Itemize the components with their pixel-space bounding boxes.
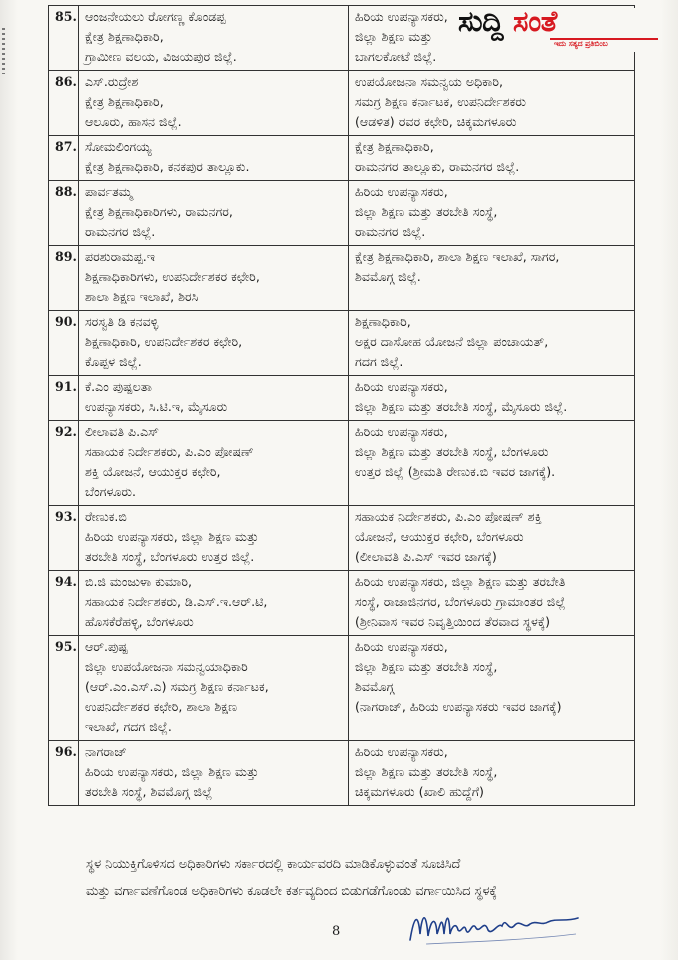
cell-line: ಕ್ಷೇತ್ರ ಶಿಕ್ಷಣಾಧಿಕಾರಿ, ಶಾಲಾ ಶಿಕ್ಷಣ ಇಲಾಖೆ, ಸಾಗರ, [355,249,560,264]
serial-number: 85. [49,6,79,71]
serial-number: 91. [49,376,79,421]
cell-line: ಹಿರಿಯ ಉಪನ್ಯಾಸಕರು, [355,379,448,394]
cell-line: ಹಿರಿಯ ಉಪನ್ಯಾಸಕರು, ಜಿಲ್ಲಾ ಶಿಕ್ಷಣ ಮತ್ತು ತರಬೇತಿ [355,574,566,589]
officer-new-post [349,311,635,376]
officer-current-post [79,571,349,636]
officer-new-post [349,506,635,571]
serial-number: 94. [49,571,79,636]
cell-line: ಪಾರ್ವತಮ್ಮ [85,184,133,199]
cell-line: ಚಿಕ್ಕಮಗಳೂರು (ಖಾಲಿ ಹುದ್ದೆಗೆ) [355,784,484,799]
cell-line: ಇಲಾಖೆ, ಗದಗ ಜಿಲ್ಲೆ. [85,719,172,734]
cell-line: ಗ್ರಾಮೀಣ ವಲಯ, ವಿಜಯಪುರ ಜಿಲ್ಲೆ. [85,49,237,64]
cell-line: ಹೊಸಕೆರೆಹಳ್ಳಿ, ಬೆಂಗಳೂರು [85,614,194,629]
cell-line: ಕ್ಷೇತ್ರ ಶಿಕ್ಷಣಾಧಿಕಾರಿ, ಕನಕಪುರ ತಾಲ್ಲೂಕು. [85,159,250,174]
officer-new-post [349,181,635,246]
cell-line: ಉಪನಿರ್ದೇಶಕರ ಕಛೇರಿ, ಶಾಲಾ ಶಿಕ್ಷಣ [85,699,238,714]
cell-line: ಲೀಲಾವತಿ ಪಿ.ಎಸ್ [85,424,159,439]
table-row [49,181,635,246]
cell-line: ಸೋಮಲಿಂಗಯ್ಯ [85,139,152,154]
news-logo [458,8,662,52]
cell-line: ಎಸ್.ರುದ್ರೇಶ [85,74,139,89]
serial-number: 95. [49,636,79,741]
serial-number: 86. [49,71,79,136]
officer-new-post [349,376,635,421]
footer-line-2: ಮತ್ತು ವರ್ಗಾವಣೆಗೊಂಡ ಅಧಿಕಾರಿಗಳು ಕೂಡಲೇ ಕರ್ತವ್ಯದಿಂದ ಬಿಡುಗಡೆಗೊಂಡು ವರ್ಗಾಯಿಸಿದ ಸ್ಥಳಕ್ಕೆ [86,884,497,899]
cell-line: ಶಕ್ತಿ ಯೋಜನೆ, ಆಯುಕ್ತರ ಕಛೇರಿ, [85,464,221,479]
cell-line: ಕ್ಷೇತ್ರ ಶಿಕ್ಷಣಾಧಿಕಾರಿ, [85,29,164,44]
cell-line: ಯೋಜನೆ, ಆಯುಕ್ತರ ಕಛೇರಿ, ಬೆಂಗಳೂರು [355,529,524,544]
table-row [49,136,635,181]
table-row [49,636,635,741]
cell-line: ಪರಶುರಾಮಪ್ಪ.ಇ [85,249,155,264]
officer-new-post [349,421,635,506]
cell-line: ಕ್ಷೇತ್ರ ಶಿಕ್ಷಣಾಧಿಕಾರಿ, [355,139,434,154]
cell-line: ಹಿರಿಯ ಉಪನ್ಯಾಸಕರು, [355,639,448,654]
serial-number: 90. [49,311,79,376]
footer-text [86,851,626,905]
table-row [49,571,635,636]
transfer-table-body [49,6,635,806]
cell-line: ಜಿಲ್ಲಾ ಶಿಕ್ಷಣ ಮತ್ತು [355,29,432,44]
officer-current-post [79,136,349,181]
cell-line: ಆರ್.ಪುಷ್ಪ [85,639,128,654]
cell-line: ಹಿರಿಯ ಉಪನ್ಯಾಸಕರು, [355,9,448,24]
cell-line: ಶಾಲಾ ಶಿಕ್ಷಣ ಇಲಾಖೆ, ಶಿರಸಿ [85,289,199,304]
cell-line: ಉಪಯೋಜನಾ ಸಮನ್ವಯ ಅಧಿಕಾರಿ, [355,74,504,89]
news-logo-wordmark [458,8,557,39]
cell-line: ಹಿರಿಯ ಉಪನ್ಯಾಸಕರು, ಜಿಲ್ಲಾ ಶಿಕ್ಷಣ ಮತ್ತು [85,529,259,544]
officer-new-post [349,741,635,806]
cell-line: ರಾಮನಗರ ಜಿಲ್ಲೆ. [85,224,156,239]
cell-line: ಹಿರಿಯ ಉಪನ್ಯಾಸಕರು, ಜಿಲ್ಲಾ ಶಿಕ್ಷಣ ಮತ್ತು [85,764,259,779]
table-row [49,376,635,421]
cell-line: ಸಂಸ್ಥೆ, ರಾಜಾಜಿನಗರ, ಬೆಂಗಳೂರು ಗ್ರಾಮಾಂತರ ಜಿಲ್ಲೆ [355,594,566,609]
serial-number: 96. [49,741,79,806]
cell-line: ಸರಸ್ವತಿ ಡಿ ಕನವಳ್ಳಿ [85,314,159,329]
page-number: 8 [332,924,341,939]
table-row [49,506,635,571]
cell-line: ಗದಗ ಜಿಲ್ಲೆ. [355,354,404,369]
cell-line: (ಶ್ರೀನಿವಾಸ ಇವರ ನಿವೃತ್ತಿಯಿಂದ ತೆರವಾದ ಸ್ಥಳಕ್ಕೆ) [355,614,551,629]
cell-line: ರಾಮನಗರ ಜಿಲ್ಲೆ. [355,224,426,239]
officer-current-post [79,246,349,311]
cell-line: ಹಿರಿಯ ಉಪನ್ಯಾಸಕರು, [355,424,448,439]
cell-line: ಉಪನ್ಯಾಸಕರು, ಸಿ.ಟಿ.ಇ, ಮೈಸೂರು [85,399,228,414]
officer-current-post [79,506,349,571]
table-row [49,421,635,506]
officer-current-post [79,181,349,246]
serial-number: 88. [49,181,79,246]
cell-line: ಬಾಗಲಕೋಟೆ ಜಿಲ್ಲೆ. [355,49,437,64]
cell-line: ರೇಣುಕ.ಬಿ [85,509,127,524]
officer-current-post [79,311,349,376]
cell-line: ಸಹಾಯಕ ನಿರ್ದೇಶಕರು, ಪಿ.ಎಂ ಪೋಷಣ್ ಶಕ್ತಿ [355,509,542,524]
cell-line: ರಾಮನಗರ ತಾಲ್ಲೂಕು, ರಾಮನಗರ ಜಿಲ್ಲೆ. [355,159,520,174]
cell-line: ಜಿಲ್ಲಾ ಶಿಕ್ಷಣ ಮತ್ತು ತರಬೇತಿ ಸಂಸ್ಥೆ, ಮೈಸೂರು ಜಿಲ್ಲೆ. [355,399,568,414]
cell-line: ಕೆ.ಎಂ ಪುಷ್ಪಲತಾ [85,379,152,394]
cell-line: (ನಾಗರಾಜ್, ಹಿರಿಯ ಉಪನ್ಯಾಸಕರು ಇವರ ಜಾಗಕ್ಕೆ) [355,699,562,714]
cell-line: ಆಂಜನೇಯಲು ರೋಗಣ್ಣ ಕೊಂಡಪ್ಪ [85,9,226,24]
cell-line: ಹಿರಿಯ ಉಪನ್ಯಾಸಕರು, [355,184,448,199]
binding-marks [2,28,5,74]
cell-line: ಶಿಕ್ಷಣಾಧಿಕಾರಿಗಳು, ಉಪನಿರ್ದೇಶಕರ ಕಛೇರಿ, [85,269,260,284]
officer-current-post [79,71,349,136]
cell-line: ಶಿಕ್ಷಣಾಧಿಕಾರಿ, ಉಪನಿರ್ದೇಶಕರ ಕಛೇರಿ, [85,334,243,349]
cell-line: ನಾಗರಾಜ್ [85,744,127,759]
cell-line: ತರಬೇತಿ ಸಂಸ್ಥೆ, ಶಿವಮೊಗ್ಗ ಜಿಲ್ಲೆ [85,784,213,799]
cell-line: ಜಿಲ್ಲಾ ಶಿಕ್ಷಣ ಮತ್ತು ತರಬೇತಿ ಸಂಸ್ಥೆ, [355,659,498,674]
cell-line: ಬೆಂಗಳೂರು. [85,484,137,499]
cell-line: ಕ್ಷೇತ್ರ ಶಿಕ್ಷಣಾಧಿಕಾರಿ, [85,94,164,109]
table-row [49,71,635,136]
transfer-table [48,5,635,806]
cell-line: ಶಿವಮೊಗ್ಗ ಜಿಲ್ಲೆ. [355,269,421,284]
cell-line: ಶಿಕ್ಷಣಾಧಿಕಾರಿ, [355,314,411,329]
cell-line: ತರಬೇತಿ ಸಂಸ್ಥೆ, ಬೆಂಗಳೂರು ಉತ್ತರ ಜಿಲ್ಲೆ. [85,549,255,564]
logo-word-1: ಸುದ್ದಿ [458,8,503,38]
cell-line: (ಲೀಲಾವತಿ ಪಿ.ಎಸ್ ಇವರ ಜಾಗಕ್ಕೆ) [355,549,497,564]
cell-line: (ಆಡಳಿತ) ರವರ ಕಛೇರಿ, ಚಿಕ್ಕಮಗಳೂರು [355,114,517,129]
cell-line: ಬಿ.ಜಿ ಮಂಜುಳಾ ಕುಮಾರಿ, [85,574,192,589]
cell-line: ಕ್ಷೇತ್ರ ಶಿಕ್ಷಣಾಧಿಕಾರಿಗಳು, ರಾಮನಗರ, [85,204,233,219]
cell-line: ಜಿಲ್ಲಾ ಶಿಕ್ಷಣ ಮತ್ತು ತರಬೇತಿ ಸಂಸ್ಥೆ, [355,204,498,219]
officer-new-post [349,246,635,311]
serial-number: 92. [49,421,79,506]
cell-line: ಶಿವಮೊಗ್ಗ [355,679,395,694]
cell-line: ಜಿಲ್ಲಾ ಶಿಕ್ಷಣ ಮತ್ತು ತರಬೇತಿ ಸಂಸ್ಥೆ, [355,764,498,779]
officer-current-post [79,421,349,506]
cell-line: ಆಲೂರು, ಹಾಸನ ಜಿಲ್ಲೆ. [85,114,182,129]
officer-current-post [79,6,349,71]
cell-line: ಉತ್ತರ ಜಿಲ್ಲೆ (ಶ್ರೀಮತಿ ರೇಣುಕ.ಬಿ ಇವರ ಜಾಗಕ್ಕೆ). [355,464,556,479]
serial-number: 87. [49,136,79,181]
officer-current-post [79,376,349,421]
cell-line: ಹಿರಿಯ ಉಪನ್ಯಾಸಕರು, [355,744,448,759]
officer-new-post [349,71,635,136]
officer-new-post [349,571,635,636]
officer-current-post [79,636,349,741]
table-row [49,311,635,376]
cell-line: (ಆರ್.ಎಂ.ಎಸ್.ಎ) ಸಮಗ್ರ ಶಿಕ್ಷಣ ಕರ್ನಾಟಕ, [85,679,269,694]
cell-line: ಸಮಗ್ರ ಶಿಕ್ಷಣ ಕರ್ನಾಟಕ, ಉಪನಿರ್ದೇಶಕರು [355,94,526,109]
cell-line: ಕೊಪ್ಪಳ ಜಿಲ್ಲೆ. [85,354,142,369]
cell-line: ಜಿಲ್ಲಾ ಶಿಕ್ಷಣ ಮತ್ತು ತರಬೇತಿ ಸಂಸ್ಥೆ, ಬೆಂಗಳೂರು [355,444,549,459]
cell-line: ಸಹಾಯಕ ನಿರ್ದೇಶಕರು, ಪಿ.ಎಂ ಪೋಷಣ್ [85,444,254,459]
officer-new-post [349,136,635,181]
officer-new-post [349,636,635,741]
officer-current-post [79,741,349,806]
cell-line: ಜಿಲ್ಲಾ ಉಪಯೋಜನಾ ಸಮನ್ವಯಾಧಿಕಾರಿ [85,659,248,674]
handwritten-signature [406,904,582,948]
serial-number: 89. [49,246,79,311]
table-row [49,741,635,806]
footer-line-1: ಸ್ಥಳ ನಿಯುಕ್ತಿಗೊಳಿಸದ ಅಧಿಕಾರಿಗಳು ಸರ್ಕಾರದಲ್ಲಿ ಕಾರ್ಯವರದಿ ಮಾಡಿಕೊಳ್ಳುವಂತೆ ಸೂಚಿಸಿದೆ [86,857,461,872]
table-row [49,246,635,311]
logo-tagline: ಇದು ಸತ್ಯದ ಪ್ರತಿಬಿಂಬ [554,39,608,48]
serial-number: 93. [49,506,79,571]
cell-line: ಅಕ್ಷರ ದಾಸೋಹ ಯೋಜನೆ ಜಿಲ್ಲಾ ಪಂಚಾಯತ್, [355,334,549,349]
cell-line: ಸಹಾಯಕ ನಿರ್ದೇಶಕರು, ಡಿ.ಎಸ್.ಇ.ಆರ್.ಟಿ, [85,594,268,609]
logo-word-2: ಸಂತೆ [513,8,557,38]
